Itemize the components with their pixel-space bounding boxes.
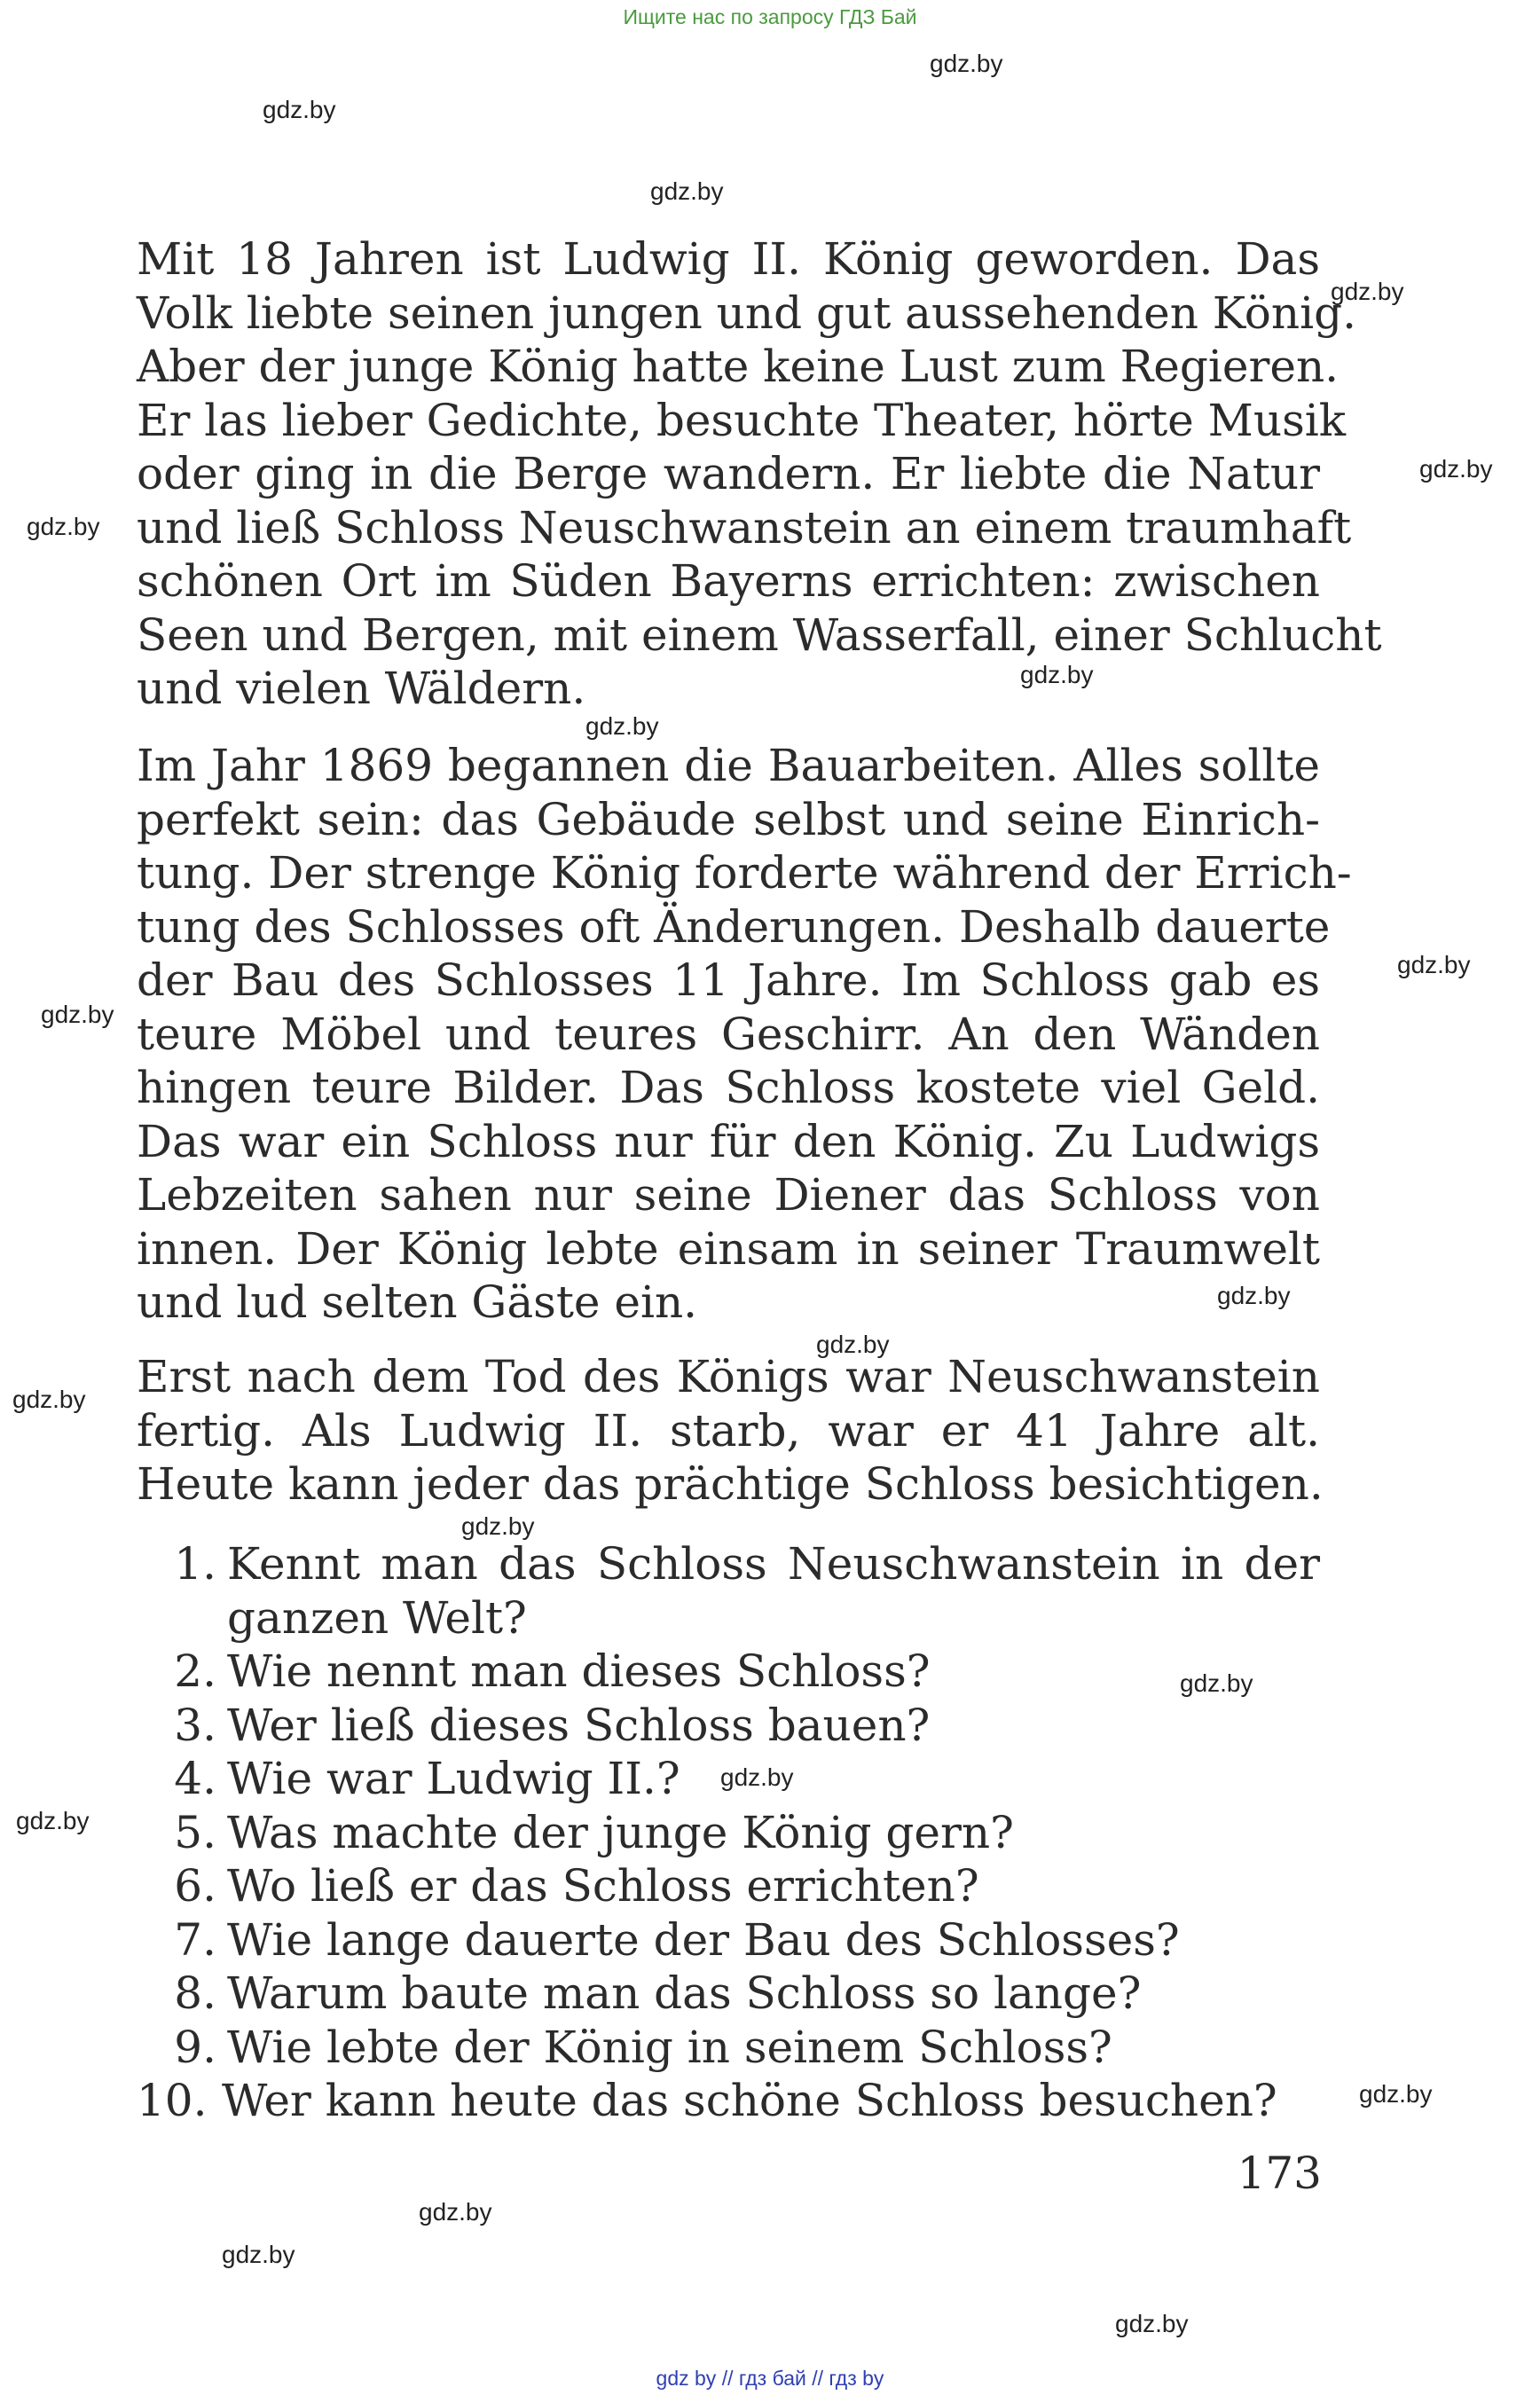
watermark: gdz.by	[585, 712, 659, 740]
question-item	[137, 1967, 1320, 2021]
question-text: ganzen Welt?	[227, 1591, 527, 1644]
text-line: Mit 18 Jahren ist Ludwig II. König geworden. Das	[137, 233, 1320, 285]
text-line: Das war ein Schloss nur für den König. Zu Ludwigs	[137, 1115, 1320, 1167]
text-line: Er las lieber Gedichte, besuchte Theater, hörte Musik	[137, 394, 1347, 446]
question-item	[137, 1699, 1320, 1753]
question-text: Wie lange dauerte der Bau des Schlosses?	[227, 1913, 1180, 1966]
question-number: 1.	[174, 1538, 216, 1590]
question-text: Wie nennt man dieses Schloss?	[227, 1645, 931, 1697]
watermark: gdz.by	[930, 50, 1003, 77]
text-line: Lebzeiten sahen nur seine Diener das Schloss von	[137, 1169, 1320, 1221]
text-line: oder ging in die Berge wandern. Er liebte die Natur	[137, 448, 1320, 499]
text-line: Erst nach dem Tod des Königs war Neuschwanstein	[137, 1351, 1320, 1402]
watermark: gdz.by	[27, 513, 100, 540]
watermark: gdz.by	[1217, 1282, 1291, 1309]
watermark: gdz.by	[41, 1001, 114, 1028]
watermark: gdz.by	[419, 2198, 492, 2226]
text-line: Volk liebte seinen jungen und gut aussehenden König.	[137, 287, 1356, 339]
question-text: Wer ließ dieses Schloss bauen?	[227, 1699, 931, 1751]
paragraph-text	[137, 739, 1352, 1330]
question-item	[137, 1752, 1320, 1806]
question-number: 7.	[174, 1913, 216, 1966]
watermark: gdz.by	[1359, 2080, 1433, 2108]
watermark: gdz.by	[222, 2241, 295, 2268]
question-item	[137, 1913, 1320, 1967]
question-text: Wo ließ er das Schloss errichten?	[227, 1860, 979, 1912]
question-item	[137, 1859, 1320, 1913]
text-line: und vielen Wäldern.	[137, 663, 586, 714]
watermark: gdz.by	[1020, 661, 1094, 688]
watermark: gdz.by	[12, 1386, 86, 1413]
text-line: tung des Schlosses oft Änderungen. Deshalb dauerte	[137, 900, 1331, 953]
question-number: 4.	[174, 1753, 216, 1804]
text-line: hingen teure Bilder. Das Schloss kostete viel Geld.	[137, 1062, 1320, 1113]
watermark: gdz.by	[461, 1512, 535, 1540]
bottom-banner[interactable]: gdz by // гдз бай // гдз by	[656, 2367, 884, 2390]
paragraph-2	[137, 739, 1352, 1330]
watermark: gdz.by	[650, 177, 724, 205]
question-text: Kennt man das Schloss Neuschwanstein in der	[227, 1538, 1320, 1590]
question-item	[137, 2074, 1320, 2128]
question-text: Warum baute man das Schloss so lange?	[227, 1967, 1142, 2019]
text-line: und ließ Schloss Neuschwanstein an einem traumhaft	[137, 501, 1352, 554]
watermark: gdz.by	[816, 1331, 890, 1358]
text-line: teure Möbel und teures Geschirr. An den Wänden	[137, 1008, 1320, 1060]
watermark: gdz.by	[1397, 951, 1471, 978]
question-number: 9.	[174, 2021, 216, 2073]
paragraph-3	[137, 1350, 1324, 1512]
question-item	[137, 1806, 1320, 1860]
text-line: fertig. Als Ludwig II. starb, war er 41 Jahre alt.	[137, 1404, 1320, 1457]
text-line: perfekt sein: das Gebäude selbst und seine Einrich-	[137, 793, 1320, 845]
text-line: Heute kann jeder das prächtige Schloss besichtigen.	[137, 1458, 1324, 1510]
text-line: schönen Ort im Süden Bayerns errichten: zwischen	[137, 555, 1320, 607]
page-number: 173	[1237, 2148, 1322, 2199]
watermark: gdz.by	[1331, 278, 1404, 305]
question-item	[137, 2021, 1320, 2075]
text-line: tung. Der strenge König forderte während der Errich-	[137, 847, 1352, 899]
watermark: gdz.by	[720, 1763, 794, 1791]
question-number: 3.	[174, 1699, 216, 1751]
watermark: gdz.by	[1115, 2310, 1189, 2337]
text-line: und lud selten Gäste ein.	[137, 1276, 698, 1328]
text-line: Seen und Bergen, mit einem Wasserfall, einer Schlucht	[137, 609, 1382, 661]
text-line: Im Jahr 1869 begannen die Bauarbeiten. Alles sollte	[137, 740, 1320, 791]
question-item	[137, 1537, 1320, 1645]
question-text: Wer kann heute das schöne Schloss besuchen?	[222, 2075, 1277, 2126]
question-text: Was machte der junge König gern?	[227, 1806, 1014, 1858]
question-text: Wie lebte der König in seinem Schloss?	[227, 2021, 1112, 2073]
question-list	[137, 1537, 1320, 2128]
paragraph-text	[137, 1350, 1324, 1512]
watermark: gdz.by	[16, 1807, 90, 1834]
watermark: gdz.by	[1180, 1669, 1253, 1697]
question-number: 8.	[174, 1967, 216, 2019]
text-line: Aber der junge König hatte keine Lust zum Regieren.	[137, 341, 1340, 392]
top-banner[interactable]: Ищите нас по запросу ГДЗ Бай	[623, 5, 917, 28]
watermark: gdz.by	[1419, 455, 1493, 483]
watermark: gdz.by	[263, 96, 336, 123]
question-item	[137, 1645, 1320, 1699]
question-text: Wie war Ludwig II.?	[227, 1753, 680, 1804]
text-line: der Bau des Schlosses 11 Jahre. Im Schloss gab es	[137, 954, 1320, 1006]
question-number: 5.	[174, 1806, 216, 1858]
question-number: 6.	[174, 1860, 216, 1912]
text-line: innen. Der König lebte einsam in seiner Traumwelt	[137, 1222, 1320, 1275]
question-number: 10.	[137, 2075, 208, 2126]
question-number: 2.	[174, 1645, 216, 1697]
